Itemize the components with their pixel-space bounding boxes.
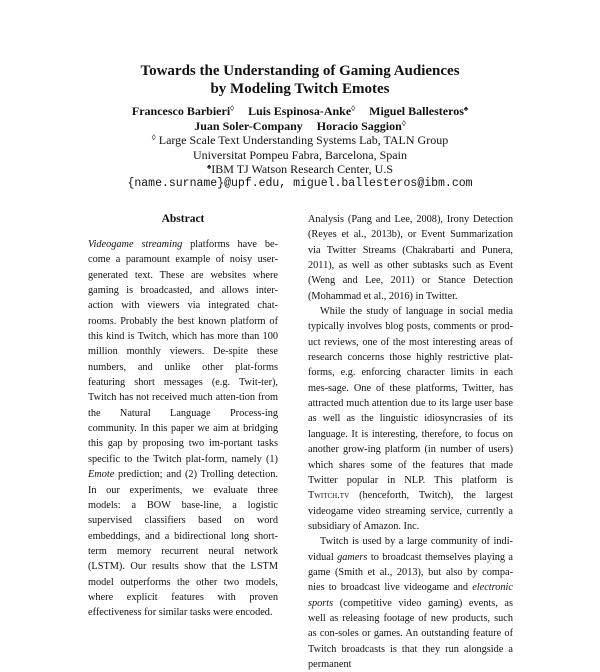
author-name: Horacio Saggion xyxy=(316,118,402,133)
author-name: Luis Espinosa-Anke xyxy=(248,104,352,118)
author-line-2 xyxy=(0,119,600,134)
affiliation-1: ◊ Large Scale Text Understanding Systems Lab, TALN Group xyxy=(151,133,449,147)
title-line-2: by Modeling Twitch Emotes xyxy=(210,81,390,97)
affiliation-mark: ◊ xyxy=(351,104,356,113)
author-line-1 xyxy=(0,104,600,119)
affiliation-mark: ♠ xyxy=(463,104,469,113)
body-paragraph: While the study of language in social media typically involves blog posts, comments or prod-uct reviews, one of the most interesting areas of research concerns those highly restrictive plat-forms, e.g. enforcing character limits in each mes-sage. One of these platforms, Twitter, has attracted much attention due to its large user base as well as the linguistic idiosyncrasies of its language. It is interesting, therefore, to focus on another grow-ing platform (in number of users) which shares some of the features that made Twitter popular in NLP. This platform is Twitch.tv (henceforth, Twitch), the largest videogame video streaming service, currently a subsidiary of Amazon. Inc. xyxy=(308,306,513,532)
author-emails: {name.surname}@upf.edu, miguel.ballesteros@ibm.com xyxy=(127,176,473,190)
author-name: Francesco Barbieri xyxy=(131,104,231,118)
author-name: Miguel Ballesteros xyxy=(369,104,464,118)
title-line-1: Towards the Understanding of Gaming Audiences xyxy=(140,63,460,79)
body-paragraph: Twitch is used by a large community of indi-vidual gamers to broadcast themselves playing a game (Smith et al., 2013), but also by compa-nies to broadcast live videogame and electronic sports (competitive video gaming) events, as well as releasing footage of new products, such as con-soles or games. An outstanding feature of Twitch broadcasts is that they run alongside a permanent xyxy=(308,536,514,670)
affiliation-1-location: Universitat Pompeu Fabra, Barcelona, Spain xyxy=(193,147,407,162)
affiliation-mark: ◊ xyxy=(151,133,156,142)
abstract-column xyxy=(88,212,278,621)
affiliation-mark: ◊ xyxy=(401,118,406,128)
abstract-heading: Abstract xyxy=(161,213,205,225)
author-block xyxy=(0,104,600,191)
affiliation-mark: ◊ xyxy=(230,104,235,113)
abstract-text: Videogame streaming platforms have be-come a paramount example of noisy user-generated text. These are websites where gaming is broadcasted, and allows inter-action with viewers via integrated chat-rooms. Probably the best known platform of this kind is Twitch, which has more than 100 million monthly viewers. De-spite these numbers, and unlike other plat-forms featuring short messages (e.g. Twit-ter), Twitch has not received much atten-tion from the Natural Language Process-ing community. In this paper we aim at bridging this gap by proposing two im-portant tasks specific to the Twitch plat-form, namely (1) Emote prediction; and (2) Trolling detection. In our experiments, we evaluate three models: a BOW base-line, a logistic supervised classifiers based on word embeddings, and a bidirectional long short-term memory recurrent neural network (LSTM). Our results show that the LSTM model outperforms the other two models, where explicit features with proven effectiveness for similar tasks were encoded. xyxy=(88,239,278,619)
body-column xyxy=(308,212,513,672)
body-paragraph: Analysis (Pang and Lee, 2008), Irony Detection (Reyes et al., 2013b), or Event Summarization via Twitter Streams (Chakrabarti and Punera, 2011), as well as other subtasks such as Event (Weng and Lee, 2011) or Stance Detection (Mohammad et al., 2016) in Twitter. xyxy=(308,214,513,302)
paper-title xyxy=(0,62,600,98)
author-name: Juan Soler-Company xyxy=(194,118,303,133)
affiliation-2: ♠IBM TJ Watson Research Center, U.S xyxy=(206,162,393,176)
affiliation-mark: ♠ xyxy=(206,162,212,171)
